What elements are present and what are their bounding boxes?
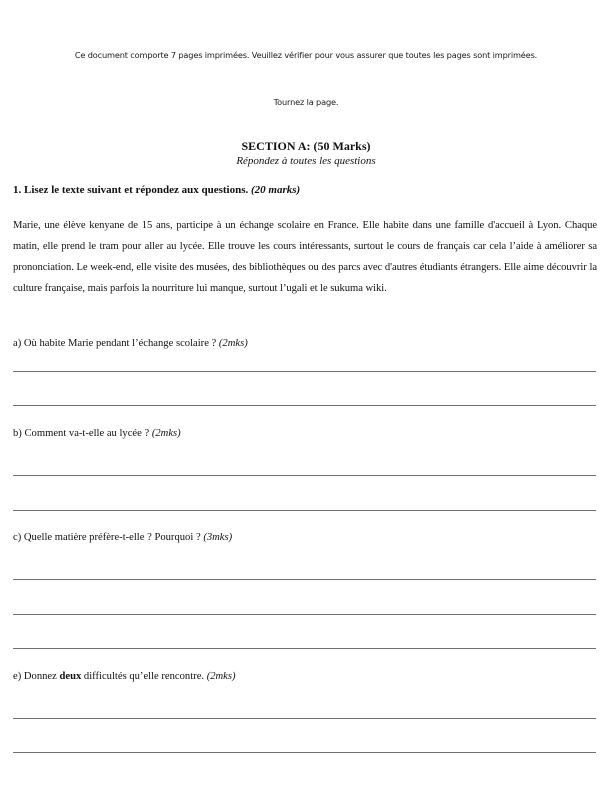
subquestion-c	[13, 532, 232, 543]
answer-line-e-2[interactable]	[13, 752, 596, 753]
question-marks: (20 marks)	[251, 184, 301, 196]
subquestion-e-marks: (2mks)	[206, 671, 236, 682]
subquestion-c-text: c) Quelle matière préfère-t-elle ? Pourquoi ?	[13, 532, 201, 543]
subquestion-b	[13, 428, 181, 439]
subquestion-e-prefix: e) Donnez	[13, 671, 60, 682]
answer-line-a-2[interactable]	[13, 405, 596, 406]
page-count-notice: Ce document comporte 7 pages imprimées. Veuillez vérifier pour vous assurer que toutes les pages sont imprimées.	[74, 50, 538, 60]
answer-line-c-1[interactable]	[13, 579, 596, 580]
subquestion-e-emphasis: deux	[59, 671, 82, 682]
answer-line-b-1[interactable]	[13, 475, 596, 476]
subquestion-a-marks: (2mks)	[218, 338, 248, 349]
answer-line-c-3[interactable]	[13, 648, 596, 649]
subquestion-b-text: b) Comment va-t-elle au lycée ?	[13, 428, 150, 439]
question-heading-text: 1. Lisez le texte suivant et répondez aux questions.	[13, 184, 249, 196]
turn-page-notice: Tournez la page.	[273, 97, 339, 107]
subquestion-c-marks: (3mks)	[203, 532, 233, 543]
subquestion-e	[13, 671, 236, 682]
subquestion-e-suffix: difficultés qu’elle rencontre.	[81, 671, 205, 682]
answer-line-c-2[interactable]	[13, 614, 596, 615]
answer-line-a-1[interactable]	[13, 371, 596, 372]
question-heading	[13, 184, 300, 196]
subquestion-b-marks: (2mks)	[151, 428, 181, 439]
reading-passage: Marie, une élève kenyane de 15 ans, participe à un échange scolaire en France. Elle habite dans une famille d'accueil à Lyon. Chaque matin, elle prend le tram pour aller au lycée. Elle trouve les cours intéressants, surtout le cours de français car cela l’aide à améliorer sa prononciation. Le week-end, elle visite des musées, des bibliothèques ou des parcs avec d'autres étudiants étrangers. Elle aime découvrir la culture française, mais parfois la nourriture lui manque, surtout l’ugali et le sukuma wiki.	[13, 220, 597, 294]
section-title: SECTION A: (50 Marks)	[241, 139, 371, 153]
section-subtitle: Répondez à toutes les questions	[236, 155, 376, 167]
answer-line-e-1[interactable]	[13, 718, 596, 719]
subquestion-a	[13, 338, 248, 349]
subquestion-a-text: a) Où habite Marie pendant l’échange scolaire ?	[13, 338, 217, 349]
answer-line-b-2[interactable]	[13, 510, 596, 511]
